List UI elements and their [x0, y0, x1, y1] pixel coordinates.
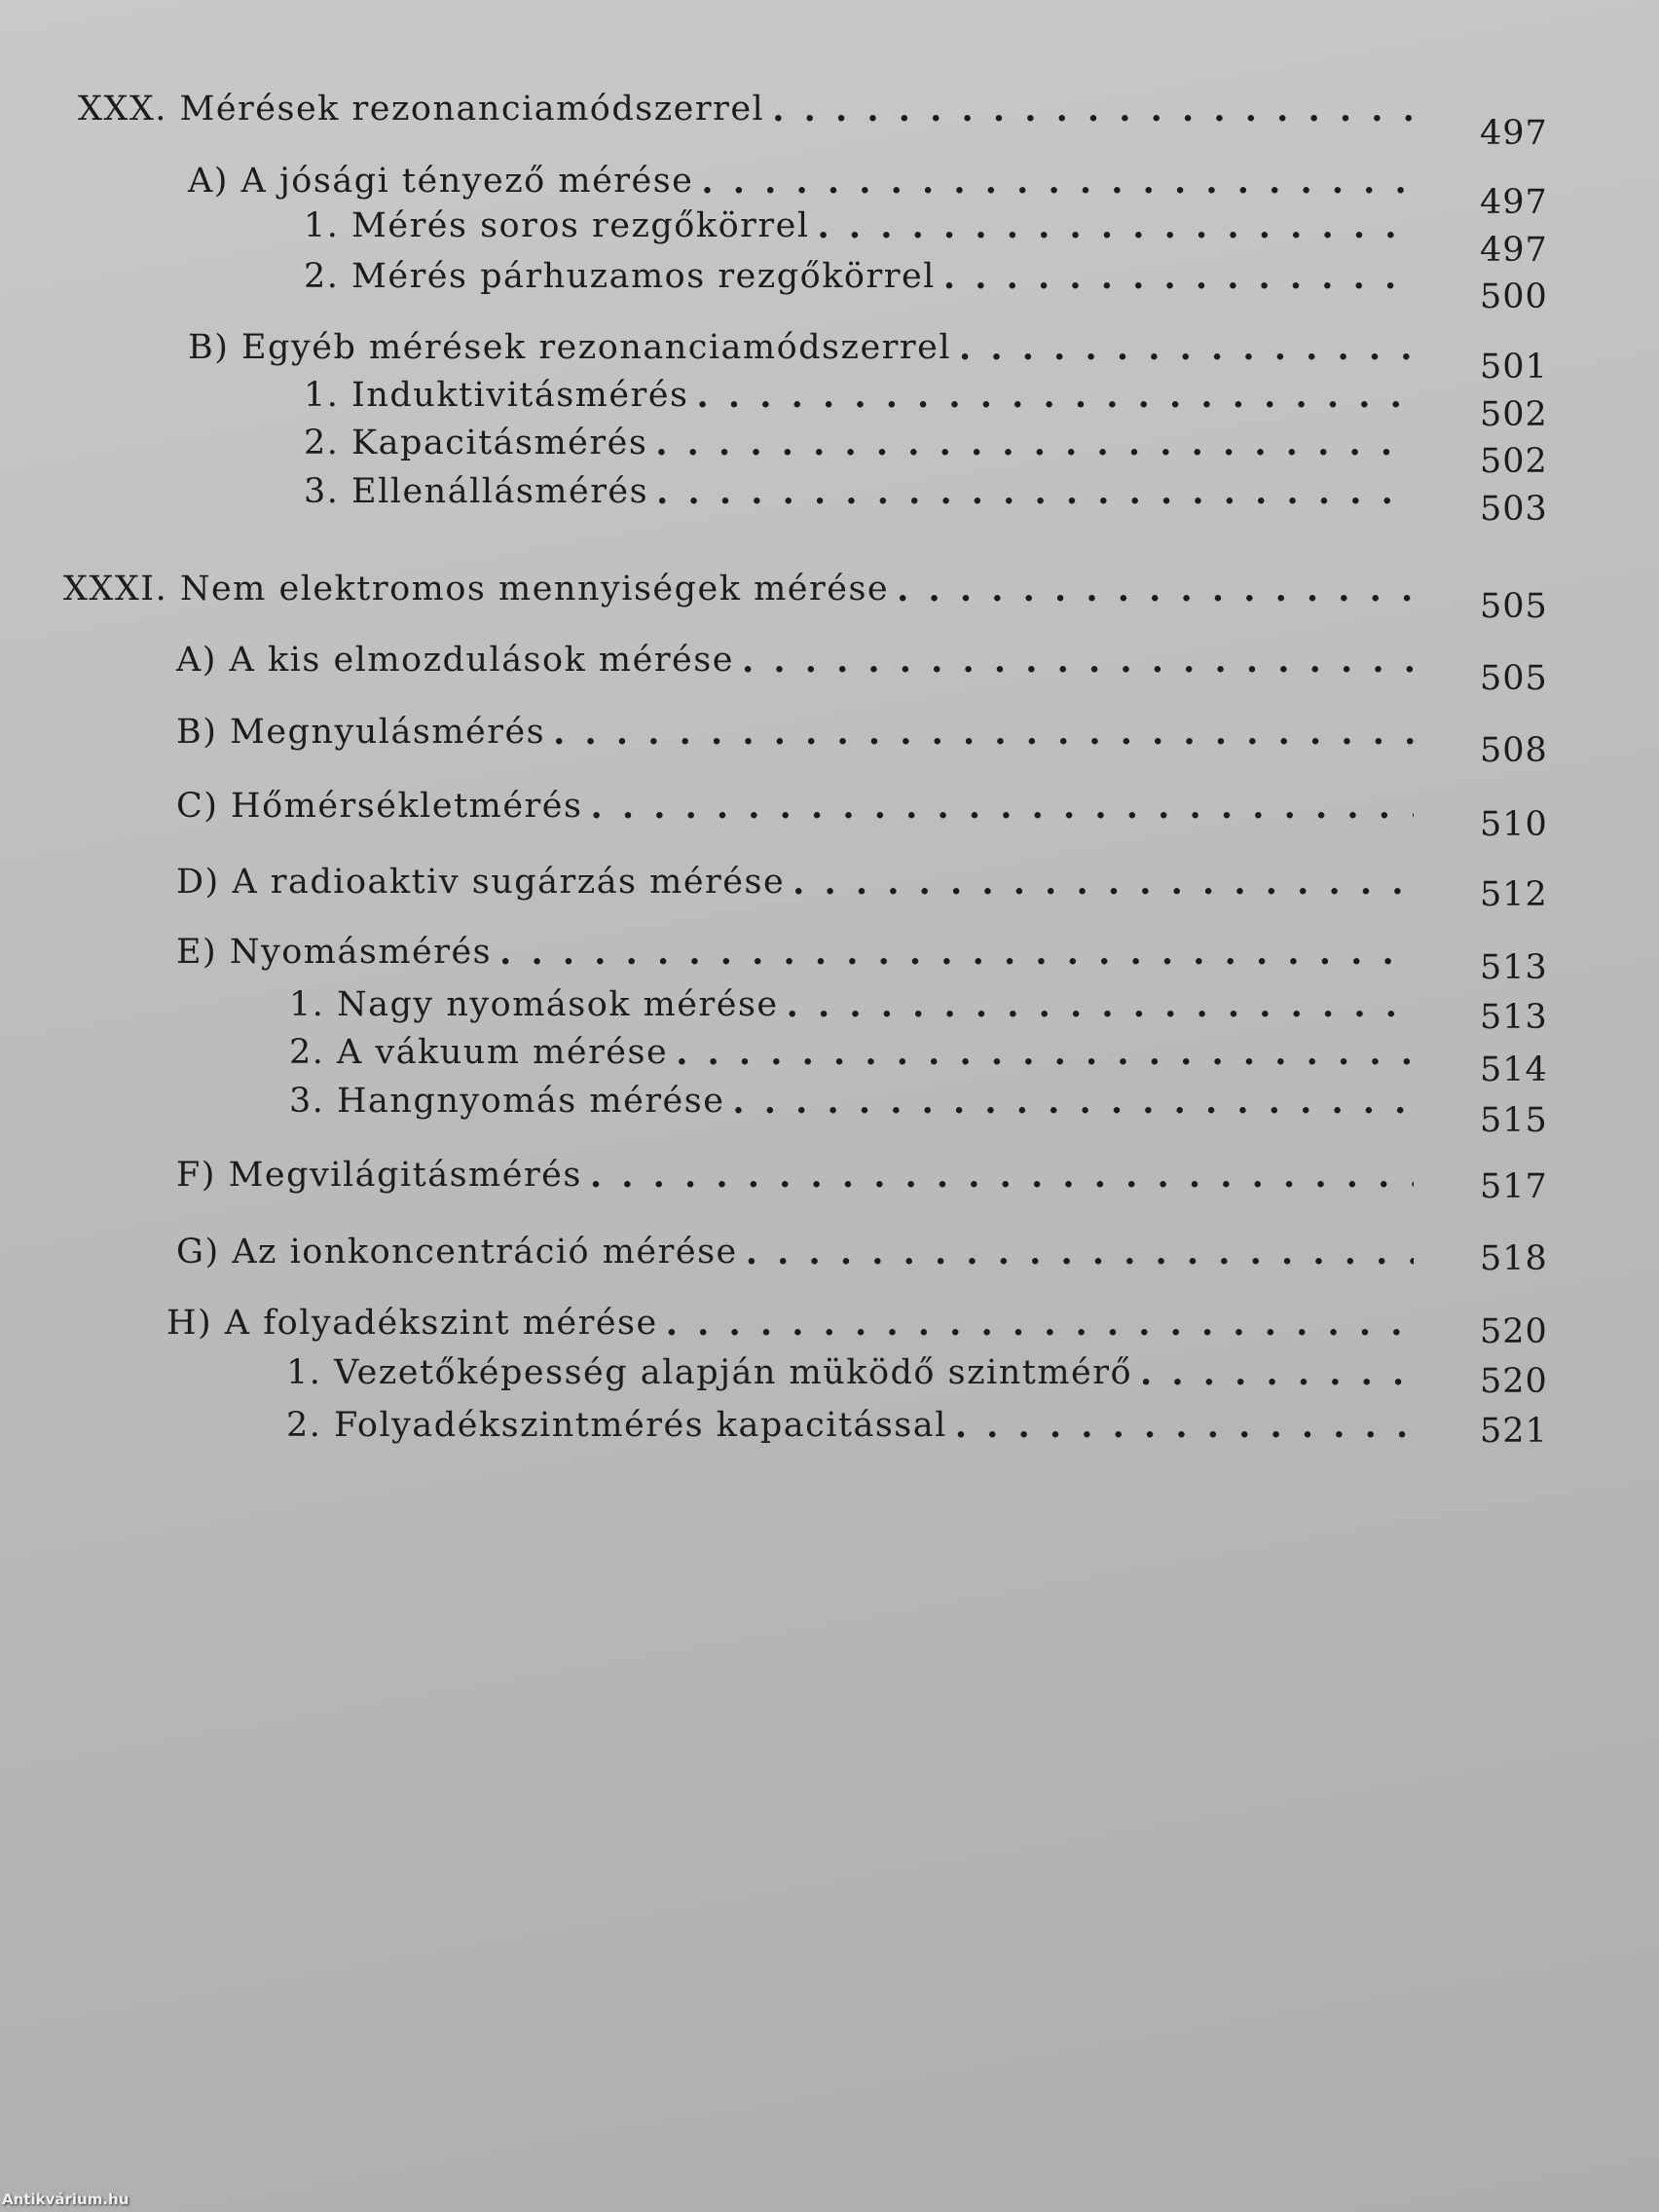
- toc-entry-title: H) A folyadékszint mérése: [166, 1304, 658, 1343]
- toc-entry-title: 2. Kapacitásmérés: [304, 424, 648, 462]
- dot-leader: [676, 1033, 1414, 1073]
- toc-entry-title: 1. Nagy nyomások mérése: [289, 985, 779, 1024]
- toc-entry-title: 1. Induktivitásmérés: [304, 376, 689, 415]
- toc-entry-page: 502: [1480, 395, 1548, 434]
- toc-entry-title: XXXI. Nem elektromos mennyiségek mérése: [63, 570, 890, 608]
- toc-entry-page: 514: [1480, 1051, 1548, 1089]
- toc-entry-page: 497: [1480, 231, 1548, 270]
- toc-entry-page: 508: [1480, 731, 1548, 770]
- toc-entry-page: 513: [1480, 948, 1548, 987]
- toc-entry: [166, 1304, 1421, 1346]
- toc-entry-page: 505: [1480, 587, 1548, 626]
- toc-entry: [304, 257, 1421, 300]
- toc-entry-page: 513: [1480, 998, 1548, 1037]
- dot-leader: [701, 162, 1414, 202]
- toc-entry-page: 512: [1480, 875, 1548, 914]
- toc-entry-title: A) A kis elmozdulások mérése: [176, 641, 734, 680]
- toc-entry-page: 505: [1480, 659, 1548, 698]
- toc-entry-page: 515: [1480, 1101, 1548, 1140]
- dot-leader: [787, 985, 1414, 1025]
- toc-entry-page: 497: [1480, 114, 1548, 153]
- toc-entry: [289, 985, 1421, 1028]
- toc-entry-title: 1. Vezetőképesség alapján müködő szintmérő: [286, 1353, 1133, 1392]
- watermark: Antikvárium.hu: [2, 2191, 129, 2208]
- toc-entry-title: D) A radioaktiv sugárzás mérése: [176, 863, 786, 902]
- toc-entry-title: B) Megnyulásmérés: [176, 713, 546, 752]
- toc-entry-title: XXX. Mérések rezonanciamódszerrel: [78, 90, 765, 129]
- toc-entry-title: 2. Mérés párhuzamos rezgőkörrel: [304, 257, 936, 296]
- toc-entry-title: A) A jósági tényező mérése: [188, 162, 694, 201]
- toc-entry-title: F) Megvilágitásmérés: [176, 1156, 582, 1195]
- dot-leader: [553, 713, 1414, 753]
- toc-entry-title: B) Egyéb mérések rezonanciamódszerrel: [188, 328, 952, 367]
- toc-entry: [188, 162, 1421, 204]
- toc-entry: [304, 376, 1421, 419]
- toc-entry: [176, 641, 1421, 683]
- toc-entry: [78, 90, 1421, 132]
- toc-entry: [188, 328, 1421, 371]
- dot-leader: [959, 328, 1414, 368]
- dot-leader: [772, 90, 1414, 129]
- toc-entry-title: E) Nyomásmérés: [176, 933, 493, 972]
- dot-leader: [943, 257, 1414, 297]
- toc-entry-page: 501: [1480, 348, 1548, 387]
- dot-leader: [666, 1304, 1414, 1344]
- toc-entry-title: 2. Folyadékszintmérés kapacitással: [286, 1406, 947, 1445]
- dot-leader: [696, 376, 1414, 416]
- toc-entry-title: 3. Hangnyomás mérése: [289, 1082, 725, 1121]
- dot-leader: [955, 1406, 1414, 1446]
- dot-leader: [732, 1082, 1414, 1122]
- toc-entry-title: 3. Ellenállásmérés: [304, 472, 649, 511]
- toc-entry-page: 503: [1480, 490, 1548, 529]
- dot-leader: [1140, 1353, 1414, 1393]
- toc-entry-title: G) Az ionkoncentráció mérése: [176, 1233, 738, 1272]
- toc-entry-page: 521: [1480, 1412, 1548, 1451]
- dot-leader: [897, 570, 1414, 609]
- dot-leader: [818, 206, 1414, 246]
- toc-entry-title: C) Hőmérsékletmérés: [176, 787, 583, 826]
- toc-entry-page: 497: [1480, 183, 1548, 222]
- toc-entry: [176, 863, 1421, 905]
- dot-leader: [793, 863, 1414, 903]
- toc-entry: [286, 1406, 1421, 1449]
- dot-leader: [656, 472, 1414, 512]
- toc-entry-page: 510: [1480, 805, 1548, 844]
- toc-entry-page: 520: [1480, 1312, 1548, 1351]
- toc-entry-page: 518: [1480, 1239, 1548, 1278]
- toc-entry-page: 517: [1480, 1167, 1548, 1206]
- toc-entry: [176, 1156, 1421, 1198]
- toc-entry: [176, 1233, 1421, 1275]
- toc-entry-page: 500: [1480, 277, 1548, 316]
- toc-entry: [176, 933, 1421, 976]
- toc-entry: [176, 713, 1421, 756]
- dot-leader: [742, 641, 1414, 681]
- toc-entry-page: 520: [1480, 1362, 1548, 1401]
- toc-entry-page: 502: [1480, 442, 1548, 481]
- dot-leader: [590, 1156, 1414, 1196]
- toc-entry: [304, 206, 1421, 249]
- toc-entry: [286, 1353, 1421, 1396]
- toc-entry: [289, 1082, 1421, 1124]
- toc-entry: [289, 1033, 1421, 1076]
- dot-leader: [499, 933, 1414, 973]
- dot-leader: [655, 424, 1414, 463]
- toc-entry-title: 2. A vákuum mérése: [289, 1033, 669, 1072]
- dot-leader: [746, 1233, 1414, 1272]
- dot-leader: [590, 787, 1414, 827]
- toc-entry: [304, 472, 1421, 515]
- toc-entry: [176, 787, 1421, 830]
- toc-entry-title: 1. Mérés soros rezgőkörrel: [304, 206, 810, 245]
- toc-entry: [63, 570, 1421, 612]
- toc-entry: [304, 424, 1421, 466]
